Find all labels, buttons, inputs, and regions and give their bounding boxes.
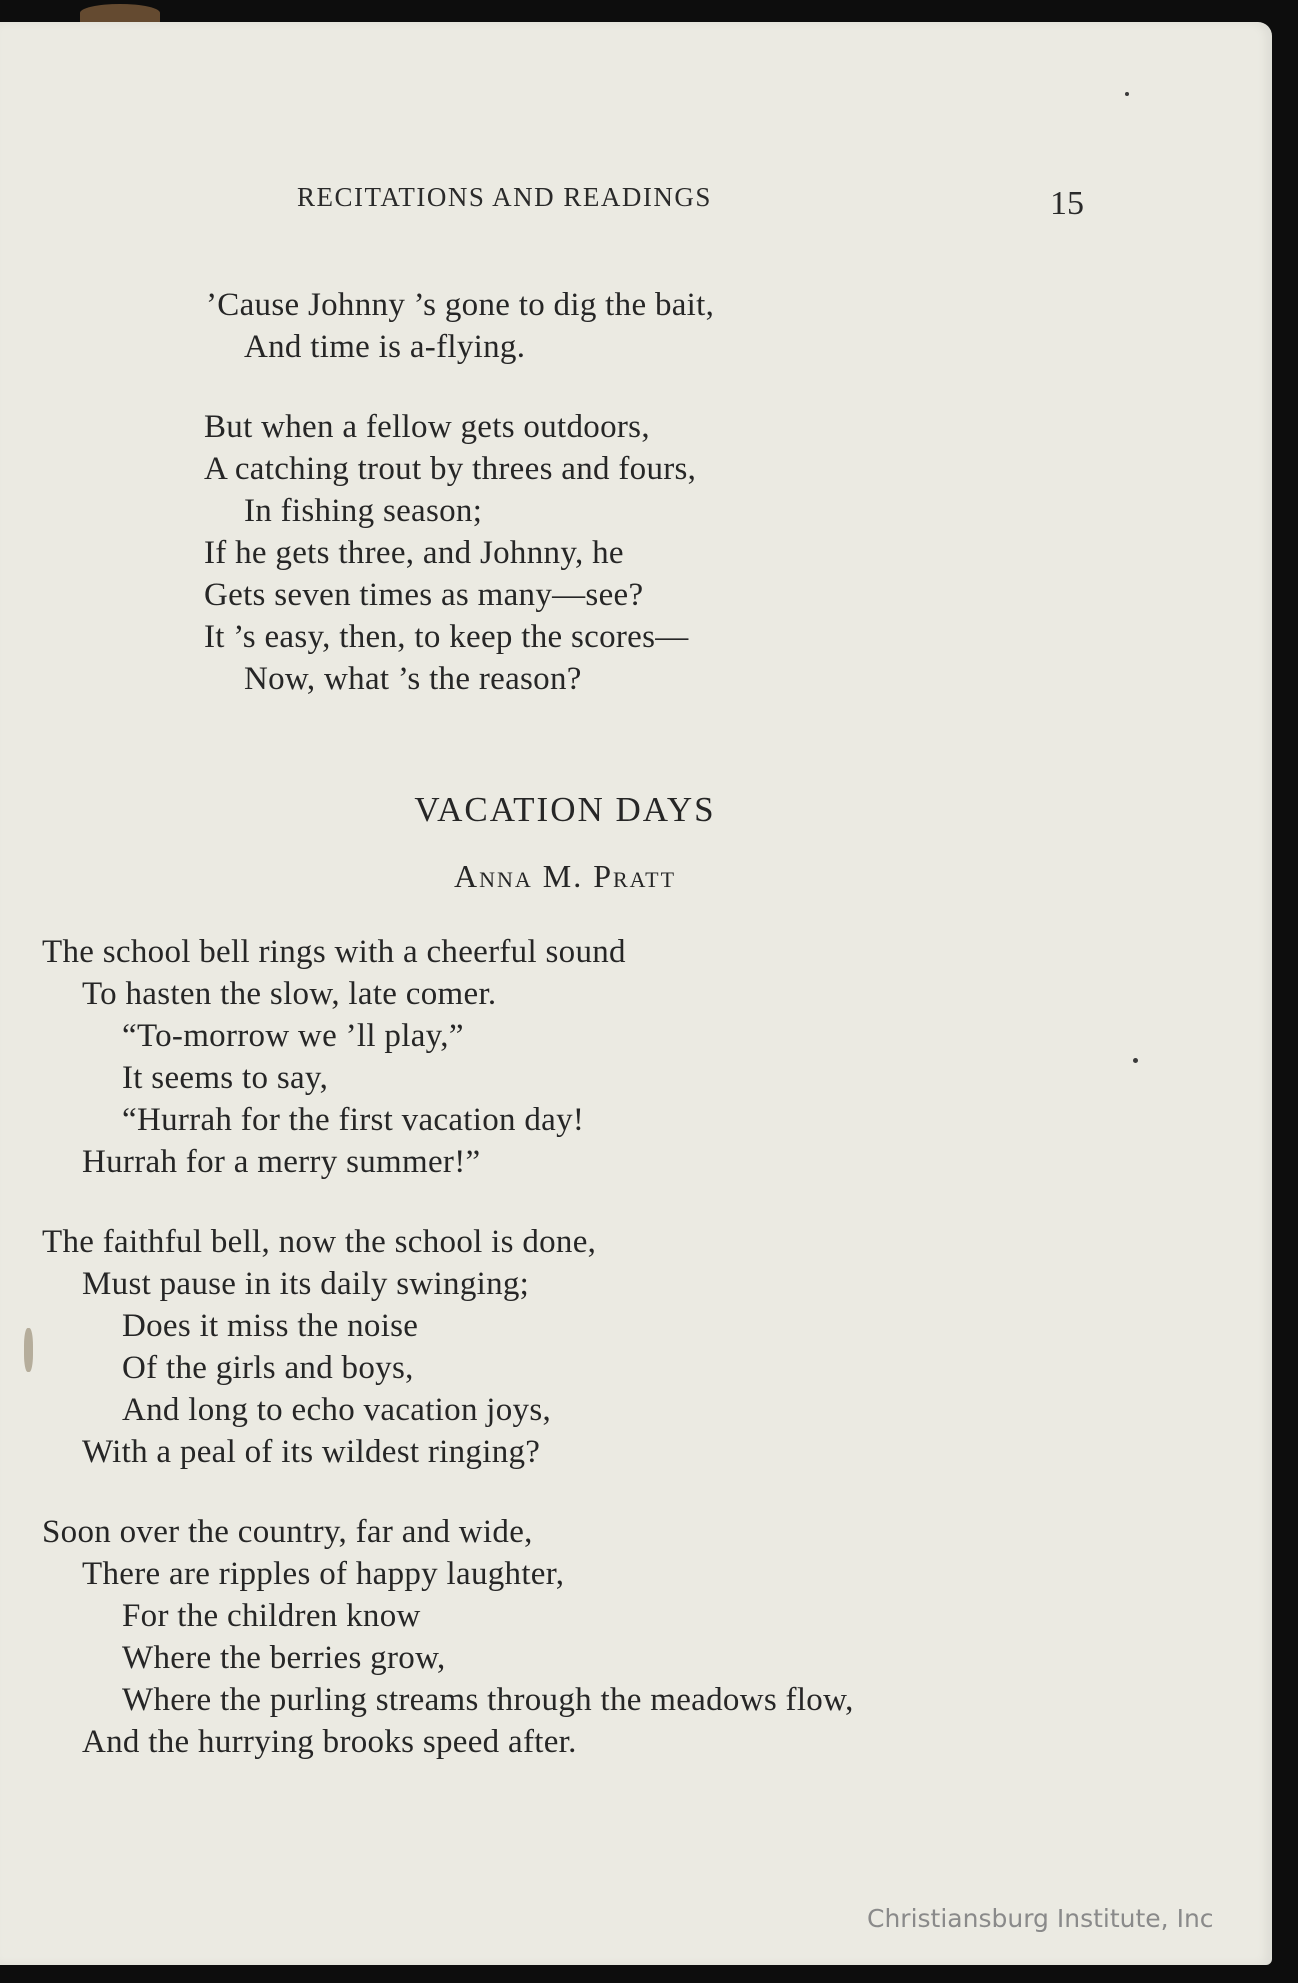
poem-line: “Hurrah for the first vacation day!: [122, 1102, 585, 1138]
poem-line: In fishing season;: [244, 493, 483, 529]
poem-line: With a peal of its wildest ringing?: [82, 1434, 541, 1470]
poem-line: Now, what ’s the reason?: [244, 661, 582, 697]
poem-line: The faithful bell, now the school is done,: [42, 1224, 597, 1260]
poem-line: Soon over the country, far and wide,: [42, 1514, 533, 1550]
paper-tear-mark: [24, 1328, 33, 1372]
poem-line: It ’s easy, then, to keep the scores—: [204, 619, 689, 655]
page-number: 15: [1050, 185, 1084, 222]
poem-line: And time is a-flying.: [244, 329, 526, 365]
poem-line: The school bell rings with a cheerful sound: [42, 934, 626, 970]
poem-title: VACATION DAYS: [414, 790, 716, 829]
poem-line: Does it miss the noise: [122, 1308, 419, 1344]
poem-line: Of the girls and boys,: [122, 1350, 414, 1386]
poem-line: Gets seven times as many—see?: [204, 577, 644, 613]
poem-line: It seems to say,: [122, 1060, 329, 1096]
poem-author: Anna M. Pratt: [453, 858, 677, 894]
watermark: Christiansburg Institute, Inc: [867, 1904, 1214, 1933]
poem-line: ’Cause Johnny ’s gone to dig the bait,: [206, 287, 715, 323]
poem-line: And the hurrying brooks speed after.: [82, 1724, 577, 1760]
poem-line: A catching trout by threes and fours,: [204, 451, 697, 487]
running-header: RECITATIONS AND READINGS: [297, 182, 712, 212]
page-corner-damage: [80, 4, 160, 22]
poem-line: For the children know: [122, 1598, 421, 1634]
poem-line: Must pause in its daily swinging;: [82, 1266, 530, 1302]
paper-speck: [1125, 92, 1129, 96]
poem-line: “To-morrow we ’ll play,”: [122, 1018, 464, 1054]
poem-line: To hasten the slow, late comer.: [82, 976, 497, 1012]
poem-line: Where the purling streams through the meadows flow,: [122, 1682, 854, 1718]
poem-line: If he gets three, and Johnny, he: [204, 535, 624, 571]
paper-speck: [1133, 1058, 1138, 1063]
book-page: [0, 22, 1272, 1965]
poem-line: Hurrah for a merry summer!”: [82, 1144, 481, 1180]
poem-line: There are ripples of happy laughter,: [82, 1556, 565, 1592]
poem-line: Where the berries grow,: [122, 1640, 446, 1676]
poem-line: But when a fellow gets outdoors,: [204, 409, 650, 445]
poem-line: And long to echo vacation joys,: [122, 1392, 552, 1428]
